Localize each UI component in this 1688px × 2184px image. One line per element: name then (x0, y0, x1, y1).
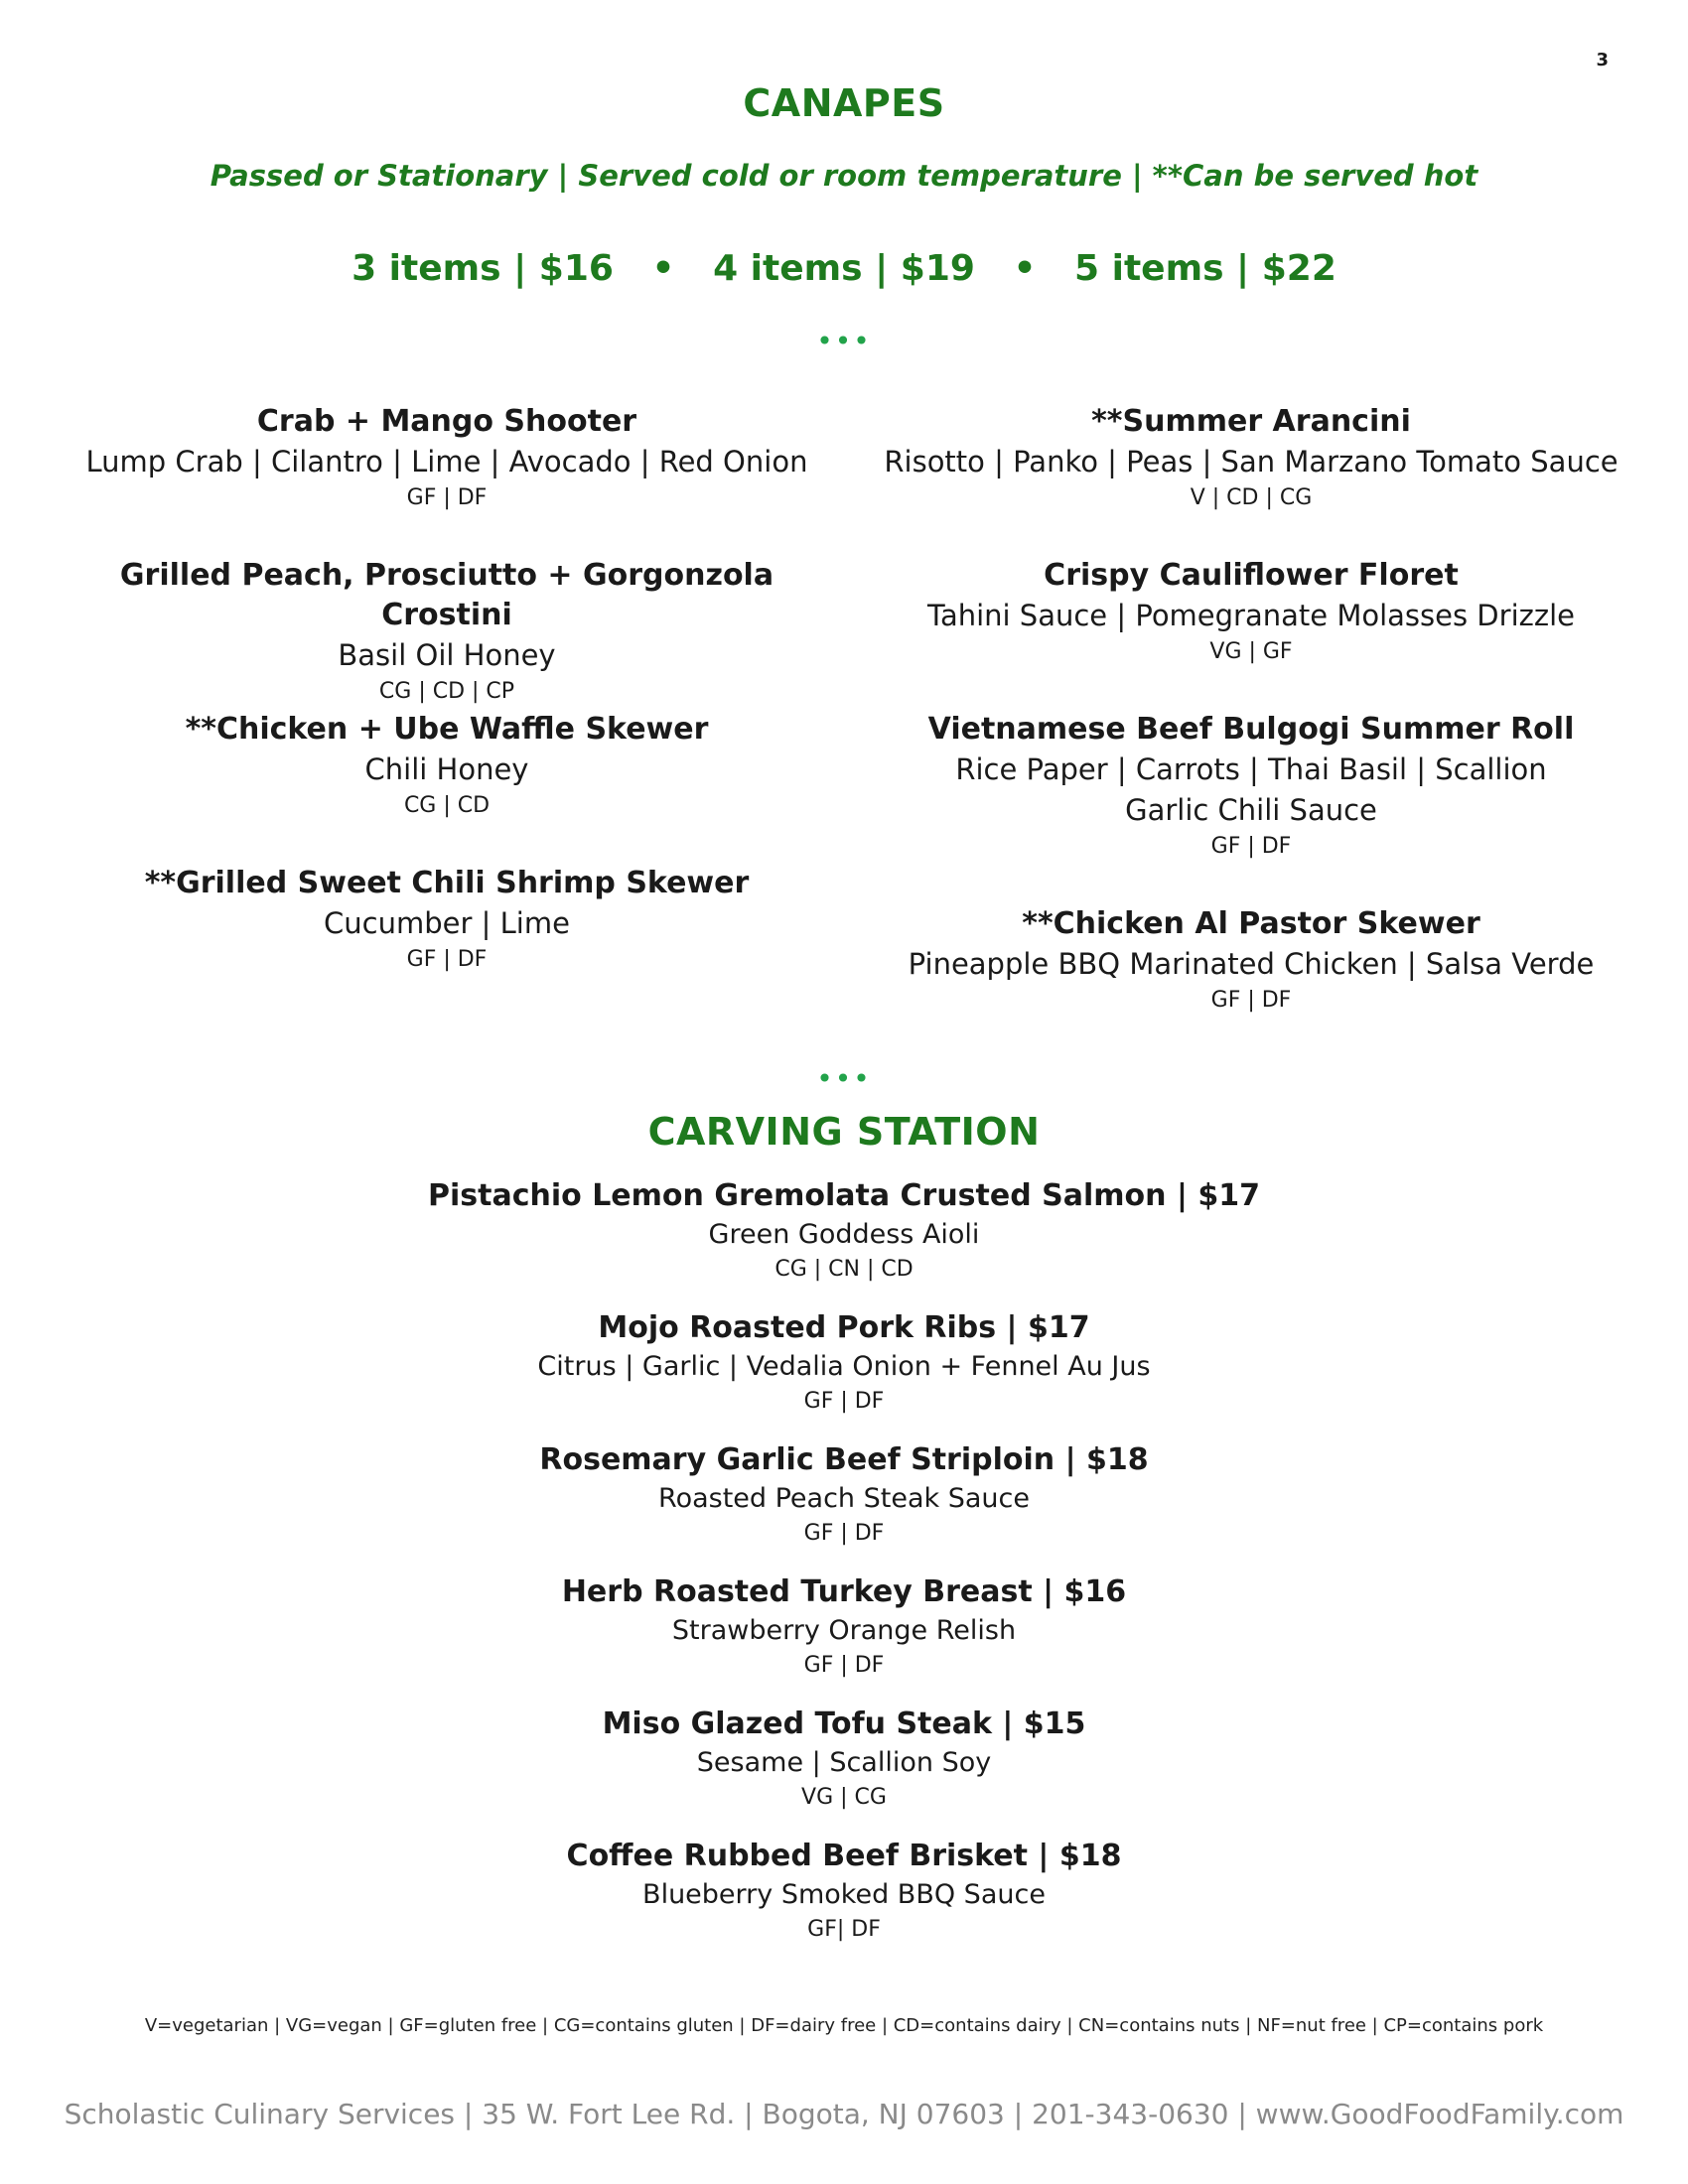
item-name: Herb Roasted Turkey Breast | $16 (561, 1574, 1127, 1609)
bullet-separator: • (1013, 248, 1037, 289)
item-dietary-tags: CG | CD | CP (378, 679, 515, 704)
item-name: **Summer Arancini (1091, 404, 1411, 439)
item-dietary-tags: GF | DF (803, 1521, 885, 1546)
bullet-separator: • (651, 248, 675, 289)
item-dietary-tags: CG | CD (403, 793, 491, 818)
canapes-subtitle: Passed or Stationary | Served cold or room temperature | **Can be served hot (210, 159, 1478, 193)
item-dietary-tags: GF | DF (406, 485, 488, 510)
item-name: **Chicken Al Pastor Skewer (1022, 906, 1480, 941)
item-description: Roasted Peach Steak Sauce (658, 1483, 1030, 1514)
item-description: Green Goddess Aioli (708, 1219, 980, 1250)
menu-item (0, 1440, 1688, 1572)
menu-item (864, 710, 1638, 904)
item-description: Tahini Sauce | Pomegranate Molasses Drizzle (927, 599, 1575, 632)
item-dietary-tags: GF | DF (803, 1653, 885, 1678)
item-dietary-tags: GF| DF (807, 1917, 881, 1942)
price-tier: 3 items | $16 (352, 248, 614, 289)
item-description: Basil Oil Honey (338, 638, 556, 672)
item-dietary-tags: GF | DF (1210, 988, 1292, 1013)
section-divider: ••• (816, 325, 872, 357)
dietary-legend: V=vegetarian | VG=vegan | GF=gluten free | CG=contains gluten | DF=dairy free | CD=contains dairy | CN=contains nuts | NF=nut free | CP=contains pork (144, 2015, 1544, 2036)
item-dietary-tags: V | CD | CG (1190, 485, 1313, 510)
item-name: Crab + Mango Shooter (256, 404, 637, 439)
section-divider: ••• (816, 1062, 872, 1095)
item-name: Vietnamese Beef Bulgogi Summer Roll (927, 712, 1575, 747)
menu-item (864, 402, 1638, 556)
item-name: Grilled Peach, Prosciutto + Gorgonzola Crostini (119, 558, 774, 632)
item-description: Pineapple BBQ Marinated Chicken | Salsa Verde (908, 947, 1595, 981)
item-name: Miso Glazed Tofu Steak | $15 (602, 1706, 1086, 1741)
canapes-left-column (60, 402, 834, 1018)
item-description: Risotto | Panko | Peas | San Marzano Tomato Sauce (884, 445, 1618, 478)
menu-item (864, 556, 1638, 710)
price-tier: 5 items | $22 (1074, 248, 1336, 289)
item-description: Sesame | Scallion Soy (696, 1747, 992, 1778)
menu-item (0, 1572, 1688, 1705)
item-description: Blueberry Smoked BBQ Sauce (642, 1879, 1046, 1910)
price-tier: 4 items | $19 (713, 248, 975, 289)
menu-item (0, 1308, 1688, 1440)
menu-item (0, 1705, 1688, 1837)
pricing-line (0, 248, 1688, 289)
item-description: Citrus | Garlic | Vedalia Onion + Fennel Au Jus (537, 1351, 1151, 1382)
canapes-title: CANAPES (743, 81, 945, 125)
item-name: **Grilled Sweet Chili Shrimp Skewer (144, 866, 750, 900)
item-name: Rosemary Garlic Beef Striploin | $18 (539, 1442, 1149, 1477)
carving-title: CARVING STATION (647, 1110, 1041, 1154)
item-name: **Chicken + Ube Waffle Skewer (185, 712, 709, 747)
menu-item (60, 864, 834, 1018)
item-description: Garlic Chili Sauce (1125, 793, 1377, 827)
footer-contact: Scholastic Culinary Services | 35 W. Fort Lee Rd. | Bogota, NJ 07603 | 201-343-0630 | www.GoodFoodFamily.com (64, 2098, 1624, 2130)
page-number: 3 (1596, 50, 1609, 70)
item-name: Coffee Rubbed Beef Brisket | $18 (566, 1839, 1122, 1873)
item-dietary-tags: GF | DF (1210, 834, 1292, 859)
item-name: Mojo Roasted Pork Ribs | $17 (598, 1310, 1090, 1345)
menu-item (60, 402, 834, 556)
item-name: Pistachio Lemon Gremolata Crusted Salmon | $17 (428, 1178, 1260, 1213)
item-description: Lump Crab | Cilantro | Lime | Avocado | Red Onion (85, 445, 808, 478)
item-description: Rice Paper | Carrots | Thai Basil | Scallion (955, 752, 1547, 786)
item-dietary-tags: GF | DF (803, 1389, 885, 1414)
item-dietary-tags: VG | CG (801, 1785, 887, 1810)
canapes-right-column (864, 402, 1638, 1058)
item-dietary-tags: VG | GF (1209, 639, 1293, 664)
item-dietary-tags: CG | CN | CD (774, 1257, 914, 1282)
item-name: Crispy Cauliflower Floret (1044, 558, 1459, 593)
item-dietary-tags: GF | DF (406, 947, 488, 972)
menu-item (0, 1176, 1688, 1308)
menu-item (60, 710, 834, 864)
menu-item (0, 1837, 1688, 1969)
menu-item (60, 556, 834, 710)
item-description: Chili Honey (364, 752, 529, 786)
item-description: Cucumber | Lime (324, 906, 570, 940)
carving-list (0, 1176, 1688, 1969)
menu-item (864, 904, 1638, 1058)
item-description: Strawberry Orange Relish (671, 1615, 1017, 1646)
